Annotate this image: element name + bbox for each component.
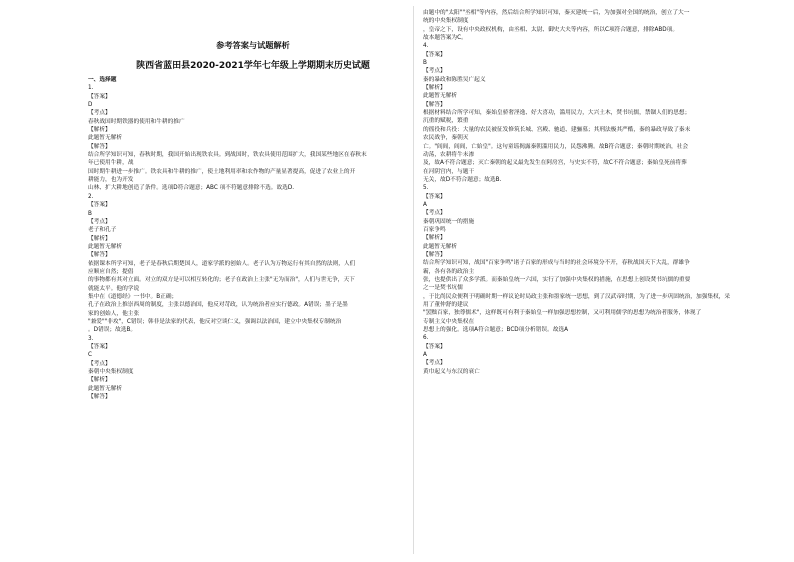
text-line: 【解析】: [88, 235, 111, 242]
text-line: 【答案】: [88, 344, 111, 350]
text-line: B: [88, 210, 92, 217]
text-line: 4.: [423, 43, 429, 50]
text-line: 一、选择题: [88, 77, 117, 83]
text-line: 山林、扩大耕地创造了条件。选项D符合题意；ABC 项不符题意排除不选。故选D.: [88, 185, 295, 192]
text-line: B: [423, 60, 427, 67]
text-line: 【答案】: [88, 202, 111, 209]
text-line: 2.: [88, 193, 94, 200]
text-line: 年已使用牛耕，战: [88, 160, 134, 167]
text-line: 孔子在政治上推崇西周的制度，主张以德治国，他反对苛政，认为统治者应实行德政。A错误；墨子是墨: [88, 302, 348, 309]
text-line: 【解析】: [423, 85, 446, 92]
text-line: 亡。"闾阎，闾阎，亡始皇"。这句童谣揭露秦朝滥用民力，民怨沸腾。故B符合题意；秦朝时期统治，社会: [423, 143, 689, 150]
text-line: 【答案】: [88, 93, 111, 100]
text-line: 此题暂无解析: [423, 243, 458, 250]
text-line: 沉重的赋税，繁重: [423, 118, 469, 125]
text-line: 6.: [423, 335, 429, 342]
text-line: "兼爱""非攻"，C错误；韩非是法家的代表，他反对空谈仁义，强调以法治国，建立中央集权专制统治: [88, 318, 342, 325]
text-line: 【答案】: [423, 51, 446, 58]
text-line: 【考点】: [423, 68, 446, 75]
text-line: 【解答】: [423, 251, 446, 258]
text-line: 【解析】: [88, 377, 111, 384]
text-line: 的事物都有其对立面。对立的双方是可以相互转化的；老子在政治上主张"无为而治"，人们与世无争，天下: [88, 277, 355, 284]
text-line: 【考点】: [88, 218, 111, 225]
text-line: "罢黜百家，独尊儒术"，这样既可有利于秦始皇一样加强思想控制，又可利用儒学的思想为统治者服务，体现了: [423, 310, 702, 317]
text-line: 及，故A不符合题意；灭亡秦朝的起义最先发生在阿房宫，与史实不符，故C不符合题意；秦始皇死前将葬: [423, 160, 687, 167]
right-column: [423, 9, 757, 376]
text-line: 3.: [88, 335, 94, 342]
text-line: 此题暂无解析: [88, 243, 123, 250]
text-line: 秦朝中央集权制度: [88, 369, 134, 376]
text-line: 就能太平。他的学说: [88, 285, 140, 292]
text-line: 在河阴宫内，与题干: [423, 168, 475, 175]
text-line: 耕能力，也为开发: [88, 177, 134, 184]
text-line: D: [88, 102, 93, 109]
text-line: 依据课本所学可知，老子是春秋后期楚国人，道家学派的创始人。老子认为万物运行有其自然的法则，人们: [88, 260, 356, 267]
text-line: 此题暂无解析: [88, 385, 123, 392]
text-line: 【考点】: [423, 210, 446, 217]
text-line: ，皇帝之下，设有中央政权机构，由丞相、太尉、御史大夫等内容，所以C项符合题意，排除ABD项。: [423, 26, 679, 33]
text-line: 【考点】: [423, 360, 446, 367]
text-line: 【答案】: [423, 193, 446, 200]
text-line: A: [423, 352, 427, 359]
text-line: 秦的暴政和陈胜吴广起义: [423, 76, 486, 83]
text-line: 【考点】: [88, 110, 111, 117]
text-line: 农民战争，秦朝灭: [423, 135, 469, 142]
text-line: ，于比尚民众便利于明确时期一样议论时局政主张和墨家统一思想，到了汉武帝时期，为了进一步巩固统治，加强集权，采: [423, 293, 731, 300]
text-line: 集中在《道德经》一书中。B正确；: [88, 293, 178, 300]
text-line: 霸，各有各的政治主: [423, 268, 475, 275]
text-line: 1.: [88, 85, 94, 92]
text-line: 。D错误；故选B。: [88, 327, 137, 334]
exam-title: 陕西省蓝田县2020-2021学年七年级上学期期末历史试题: [136, 61, 370, 71]
text-line: 此题暂无解析: [88, 135, 123, 142]
text-line: A: [423, 201, 427, 208]
text-line: 的徭役和兵役：大量的农民被征发修筑长城、宫殿、驰道、建骊墓；其刑法极其严酷，秦的暴政导致了秦末: [423, 126, 691, 133]
text-line: 国时期牛耕进一步推广。铁农具和牛耕的推广，使土地利用率和农作物的产量显著提高，促进了农业上的开: [88, 168, 356, 175]
text-line: 统的中央集权制度: [423, 18, 469, 25]
text-line: 黄巾起义与东汉的衰亡: [423, 368, 480, 375]
text-line: 结合所学知识可知，战国"百家争鸣"诸子百家的形成与当时的社会环境分不开，春秋战国天下大乱，群雄争: [423, 260, 690, 267]
text-line: 此题暂无解析: [423, 93, 458, 100]
text-line: 【解析】: [88, 127, 111, 134]
text-line: 老子和孔子: [88, 227, 117, 234]
text-line: 思想上的强化。选项A符合题意；BCD项分析错误。故选A: [423, 327, 569, 334]
text-line: 家的创始人，他主张: [88, 310, 140, 317]
text-line: 结合所学知识可知，春秋时期，我国开始出现铁农具。到战国时，铁农具使用范围扩大，我国某些地区在春秋末: [88, 152, 367, 159]
text-line: 专制主义中央集权在: [423, 318, 475, 325]
text-line: 【解答】: [423, 101, 446, 108]
text-line: 之一是焚书坑儒: [423, 285, 463, 292]
text-line: C: [88, 352, 92, 359]
text-line: 百家争鸣: [423, 226, 446, 233]
right-column-text: [423, 9, 757, 376]
text-line: 【考点】: [88, 360, 111, 367]
text-line: 用了董仲舒的建议: [423, 302, 469, 309]
text-line: 春秋战国时期铁器的使用和牛耕的推广: [88, 118, 185, 125]
text-line: 无关，故D不符合题意；故选B.: [423, 176, 502, 183]
text-line: 秦朝巩固统一的措施: [423, 218, 475, 225]
text-line: 【解答】: [88, 252, 111, 259]
text-line: 【解答】: [88, 394, 111, 401]
text-line: 【解答】: [88, 143, 111, 150]
text-line: 张，也提供出了众多学派。而秦始皇统一六国，实行了加强中央集权的措施，在思想上创设焚书坑儒的重要: [423, 277, 691, 283]
text-line: 【答案】: [423, 343, 446, 350]
text-line: 由题中的"太阳""丞相"等内容，然后结合所学知识可知，秦灭建统一后，为加强对全国的统治，创立了大一: [423, 10, 690, 16]
left-column: [88, 40, 418, 401]
text-line: 根据材料结合所学可知，秦始皇骄奢淫逸、好大喜功，滥用民力，大兴土木，焚书坑儒，禁锢人们的思想；: [423, 110, 691, 117]
answer-section-title: 参考答案与试题解析: [216, 40, 290, 50]
text-line: 动荡，农耕将牛未渗: [423, 151, 475, 158]
column-divider: [413, 6, 414, 554]
text-line: 【解析】: [423, 235, 446, 242]
text-line: 5.: [423, 185, 429, 192]
text-line: 应顺应自然；提倡: [88, 268, 134, 275]
left-column-text: [88, 76, 418, 401]
text-line: 故本题答案为C。: [423, 35, 467, 42]
